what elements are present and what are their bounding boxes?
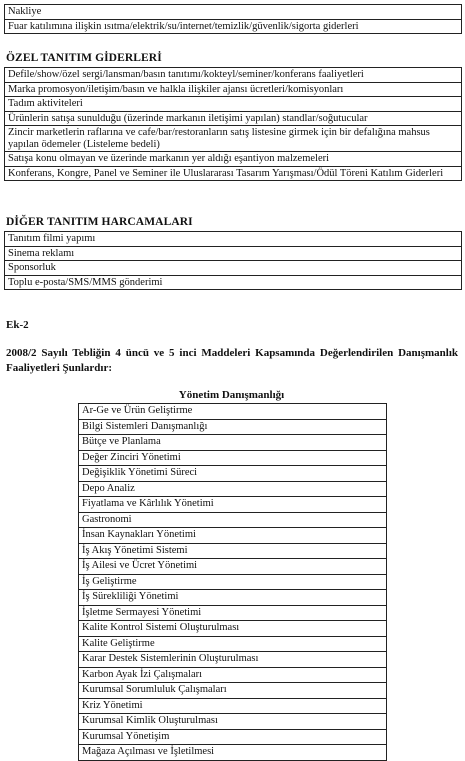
list-item: Kalite Kontrol Sistemi Oluşturulması bbox=[79, 620, 386, 636]
list-item: Kurumsal Yönetişim bbox=[79, 729, 386, 745]
table-row: Tanıtım filmi yapımı bbox=[8, 233, 96, 244]
table-row: Ürünlerin satışa sunulduğu (üzerinde markanın iletişimi yapılan) standlar/soğutucular bbox=[5, 111, 461, 126]
table-row: Zincir marketlerin raflarına ve cafe/bar/restoranların satış listesine girmek için bir defalığına mahsus yapılan ödemeler (Listeleme bedeli) bbox=[5, 125, 461, 151]
list-item: İnsan Kaynakları Yönetimi bbox=[79, 527, 386, 543]
list-item: Değer Zinciri Yönetimi bbox=[79, 450, 386, 466]
annex-label: Ek-2 bbox=[6, 319, 29, 331]
list-item: Karar Destek Sistemlerinin Oluşturulması bbox=[79, 651, 386, 667]
list-item: Bütçe ve Planlama bbox=[79, 434, 386, 450]
list-item: Kriz Yönetimi bbox=[79, 698, 386, 714]
list-item: Kurumsal Sorumluluk Çalışmaları bbox=[79, 682, 386, 698]
list-item: İş Sürekliliği Yönetimi bbox=[79, 589, 386, 605]
list-item: Bilgi Sistemleri Danışmanlığı bbox=[79, 419, 386, 435]
ozel-table bbox=[4, 67, 462, 181]
list-item: Kalite Geliştirme bbox=[79, 636, 386, 652]
list-item: Değişiklik Yönetimi Süreci bbox=[79, 465, 386, 481]
table-row: Satışa konu olmayan ve üzerinde markanın yer aldığı eşantiyon malzemeleri bbox=[5, 151, 461, 166]
section-heading-diger: DİĞER TANITIM HARCAMALARI bbox=[6, 216, 193, 228]
table-row: Nakliye bbox=[8, 6, 42, 17]
table-row: Sponsorluk bbox=[5, 260, 461, 275]
table-row: Sinema reklamı bbox=[5, 246, 461, 261]
list-item: Fiyatlama ve Kârlılık Yönetimi bbox=[79, 496, 386, 512]
list-item: İşletme Sermayesi Yönetimi bbox=[79, 605, 386, 621]
annex-paragraph: 2008/2 Sayılı Tebliğin 4 üncü ve 5 inci Maddeleri Kapsamında Değerlendirilen Danışmanlık Faaliyetleri Şunlardır: bbox=[6, 347, 458, 374]
table-row: Marka promosyon/iletişim/basın ve halkla ilişkiler ajansı ücretleri/komisyonları bbox=[5, 82, 461, 97]
list-item: Kurumsal Kimlik Oluşturulması bbox=[79, 713, 386, 729]
list-item: Mağaza Açılması ve İşletilmesi bbox=[79, 744, 386, 760]
table-row: Konferans, Kongre, Panel ve Seminer ile Uluslararası Tasarım Yarışması/Ödül Töreni Katılım Giderleri bbox=[5, 166, 461, 181]
section-heading-ozel: ÖZEL TANITIM GİDERLERİ bbox=[6, 52, 162, 64]
list-item: İş Ailesi ve Ücret Yönetimi bbox=[79, 558, 386, 574]
top-table bbox=[4, 4, 462, 34]
diger-table bbox=[4, 231, 462, 290]
list-item: Gastronomi bbox=[79, 512, 386, 528]
table-row: Toplu e-posta/SMS/MMS gönderimi bbox=[5, 275, 461, 290]
list-item: İş Geliştirme bbox=[79, 574, 386, 590]
list-item: Ar-Ge ve Ürün Geliştirme bbox=[82, 405, 193, 416]
list-item: İş Akış Yönetimi Sistemi bbox=[79, 543, 386, 559]
table-row: Tadım aktiviteleri bbox=[5, 96, 461, 111]
list-item: Depo Analiz bbox=[79, 481, 386, 497]
table-row: Fuar katılımına ilişkin ısıtma/elektrik/su/internet/temizlik/güvenlik/sigorta giderleri bbox=[5, 19, 461, 34]
yonetim-table bbox=[78, 403, 387, 761]
table-row: Defile/show/özel sergi/lansman/basın tanıtımı/kokteyl/seminer/konferans faaliyetleri bbox=[8, 69, 364, 80]
yonetim-title: Yönetim Danışmanlığı bbox=[178, 389, 285, 401]
list-item: Karbon Ayak İzi Çalışmaları bbox=[79, 667, 386, 683]
